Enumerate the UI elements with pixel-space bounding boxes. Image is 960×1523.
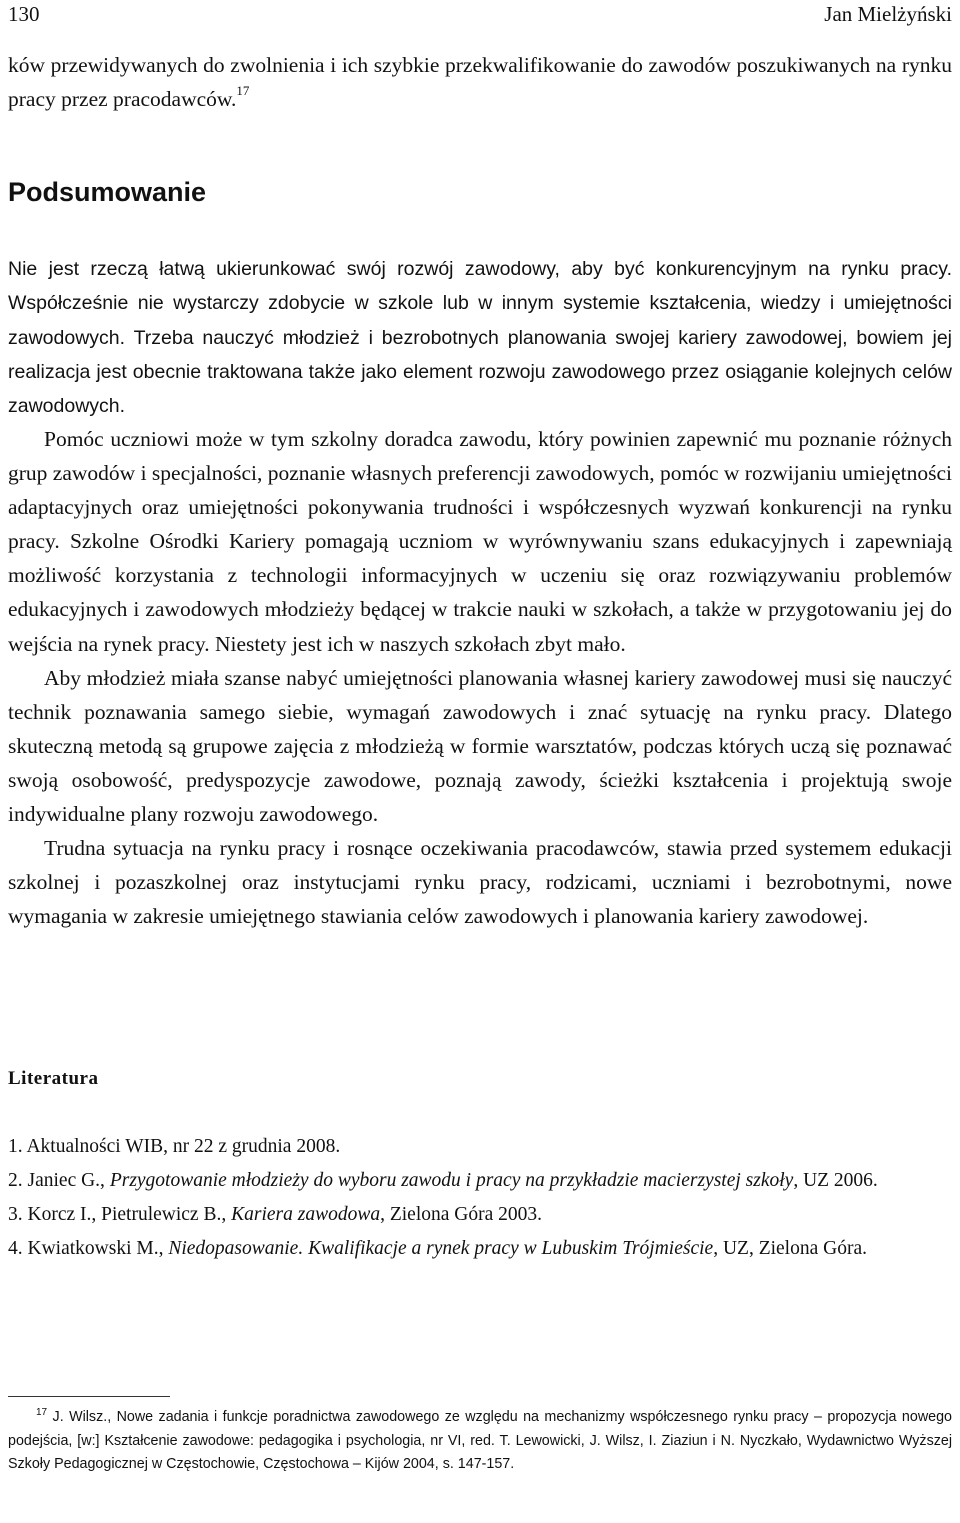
item-publisher: , Zielona Góra 2003.: [380, 1204, 543, 1225]
literature-item: [8, 1232, 952, 1266]
item-author: Kwiatkowski M.,: [27, 1238, 169, 1259]
footnote: [8, 1406, 952, 1477]
item-number: 1.: [8, 1136, 23, 1157]
item-publisher: , UZ, Zielona Góra.: [713, 1238, 867, 1259]
item-text: Aktualności WIB, nr 22 z grudnia 2008.: [26, 1136, 341, 1157]
footnote-divider: [8, 1396, 170, 1397]
paragraph-1: [8, 252, 952, 423]
paragraph-2: Pomóc uczniowi może w tym szkolny doradca zawodu, który powinien zapewnić mu poznanie różnych grup zawodów i specjalności, poznanie własnych preferencji zawodowych, pomóc w rozwijaniu umiejętności adaptacyjnych oraz umiejętności pokonywania trudności i współczesnych wyzwań konkurencji na rynku pracy. Szkolne Ośrodki Kariery pomagają uczniom w wyrównywaniu szans edukacyjnych i zapewniają możliwość korzystania z technologii informacyjnych w uczeniu się oraz rozwiązywaniu problemów edukacyjnych i zawodowych młodzieży będącej w trakcie nauki w szkołach, a także w przygotowaniu jej do wejścia na rynek pracy. Niestety jest ich w naszych szkołach zbyt mało.: [8, 427, 952, 656]
item-title: Przygotowanie młodzieży do wyboru zawodu i pracy na przykładzie macierzystej szkoły: [109, 1170, 794, 1191]
item-number: 3.: [8, 1204, 23, 1225]
section-heading: Podsumowanie: [8, 177, 207, 207]
literature-item: [8, 1198, 952, 1232]
body-paragraphs: [8, 422, 952, 933]
footnote-text: J. Wilsz., Nowe zadania i funkcje poradnictwa zawodowego ze względu na mechanizmy współczesnego rynku pracy – propozycja nowego podejścia, [w:] Kształcenie zawodowe: pedagogika i psychologia, nr VI, red. T. Lewowicki, J. Wilsz, I. Ziaziun i N. Nyczkało, Wydawnictwo Wyższej Szkoły Pedagogicznej w Częstochowie, Częstochowa – Kijów 2004, s. 147-157.: [8, 1409, 952, 1472]
paragraph-1-text: Nie jest rzeczą łatwą ukierunkować swój rozwój zawodowy, aby być konkurencyjnym na rynku pracy. Współcześnie nie wystarczy zdobycie w szkole lub w innym systemie kształcenia, wiedzy i umiejętności zawodowych. Trzeba nauczyć młodzież i bezrobotnych planowania swojej kariery zawodowej, bowiem jej realizacja jest obecnie traktowana także jako element rozwoju zawodowego przez osiąganie kolejnych celów zawodowych.: [8, 258, 952, 418]
item-author: Korcz I., Pietrulewicz B.,: [27, 1204, 232, 1225]
literature-list: [8, 1130, 952, 1266]
page-number: 130: [8, 2, 40, 26]
running-header: [8, 2, 952, 26]
item-author: Janiec G.,: [27, 1170, 110, 1191]
item-title: Niedopasowanie. Kwalifikacje a rynek pracy w Lubuskim Trójmieście: [168, 1238, 714, 1259]
paragraph-4: Trudna sytuacja na rynku pracy i rosnące oczekiwania pracodawców, stawia przed systemem edukacji szkolnej i pozaszkolnej oraz instytucjami rynku pracy, rodzicami, uczniami i bezrobotnymi, nowe wymagania w zakresie umiejętnego stawiania celów zawodowych i planowania kariery zawodowej.: [8, 836, 952, 929]
running-author: Jan Mielżyński: [824, 2, 952, 26]
item-publisher: , UZ 2006.: [793, 1170, 878, 1191]
paragraph-3: Aby młodzież miała szanse nabyć umiejętności planowania własnej kariery zawodowej musi się nauczyć technik poznawania samego siebie, wymagań zawodowych i znać sytuację na rynku pracy. Dlatego skuteczną metodą są grupowe zajęcia z młodzieżą w formie warsztatów, podczas których uczą się poznawać swoją osobowość, predyspozycje zawodowe, poznają zawody, ścieżki kształcenia i projektują swoje indywidualne plany rozwoju zawodowego.: [8, 665, 952, 827]
intro-paragraph: [8, 48, 952, 117]
footnote-marker: 17: [36, 1407, 48, 1418]
literature-item: [8, 1164, 952, 1198]
footnote-reference[interactable]: 17: [236, 83, 250, 99]
literature-heading: Literatura: [8, 1068, 99, 1089]
item-number: 4.: [8, 1238, 23, 1259]
item-title: Kariera zawodowa: [231, 1204, 381, 1225]
literature-item: [8, 1130, 952, 1164]
intro-text: ków przewidywanych do zwolnienia i ich szybkie przekwalifikowanie do zawodów poszukiwanych na rynku pracy przez pracodawców.: [8, 53, 952, 112]
item-number: 2.: [8, 1170, 23, 1191]
